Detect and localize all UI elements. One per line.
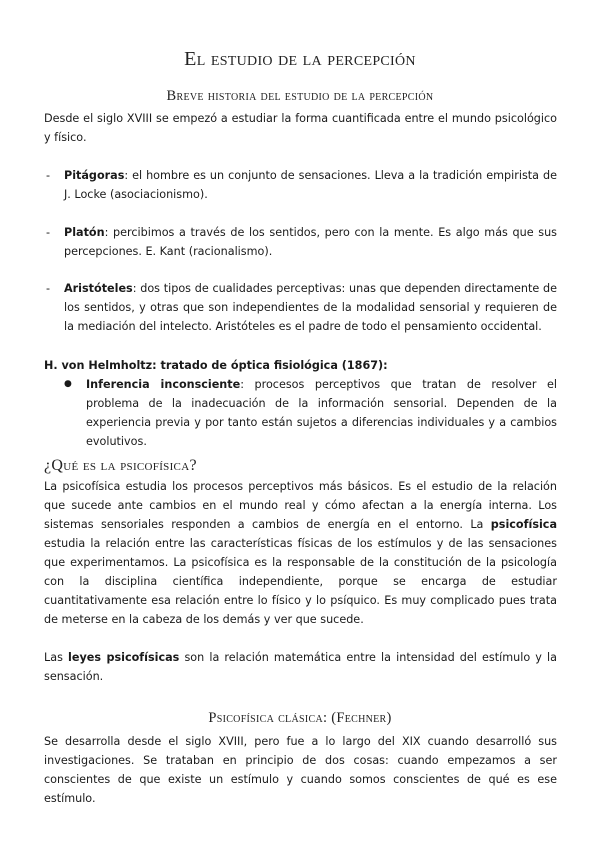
section-heading-psicofisica: ¿Qué es la psicofísica? xyxy=(44,457,197,474)
dash-marker: - xyxy=(46,282,51,295)
term-inferencia: Inferencia inconsciente xyxy=(86,378,241,391)
list-item-pitagoras xyxy=(44,166,557,204)
list-item-platon xyxy=(44,223,557,261)
page-subtitle: Breve historia del estudio de la percepción xyxy=(166,88,434,104)
term-leyes: leyes psicofísicas xyxy=(68,651,180,664)
term-psicofisica: psicofísica xyxy=(490,518,557,531)
desc-aristoteles: : dos tipos de cualidades perceptivas: unas que dependen directamente de los sentidos, y otras que son independientes de la modalidad sensorial y requieren de la mediación del intelecto. Aristóteles es el padre de todo el pensamiento occidental. xyxy=(64,282,557,333)
leyes-paragraph: Las leyes psicofísicas son la relación matemática entre la intensidad del estímulo y la sensación. xyxy=(44,651,557,683)
list-item-aristoteles xyxy=(44,279,557,336)
dash-marker: - xyxy=(46,226,51,239)
term-platon: Platón xyxy=(64,226,105,239)
desc-platon: : percibimos a través de los sentidos, pero con la mente. Es algo más que sus percepciones. E. Kant (racionalismo). xyxy=(64,226,557,258)
dash-marker: - xyxy=(46,169,51,182)
desc-pitagoras: : el hombre es un conjunto de sensaciones. Lleva a la tradición empirista de J. Locke (asociacionismo). xyxy=(64,169,557,201)
desc-inferencia: : procesos perceptivos que tratan de resolver el problema de la inadecuación de la información sensorial. Dependen de la experiencia previa y por tanto están sujetos a diferencias individuales y a cambios evolutivos. xyxy=(86,378,557,448)
section-heading-clasica: Psicofísica clásica: (Fechner) xyxy=(208,710,392,726)
term-aristoteles: Aristóteles xyxy=(64,282,133,295)
clasica-paragraph: Se desarrolla desde el siglo XVIII, pero fue a lo largo del XIX cuando desarrolló sus investigaciones. Se trataban en principio de dos cosas: cuando empezamos a ser conscientes de que existe un estímulo y cuando somos conscientes de qué es ese estímulo. xyxy=(44,735,557,805)
list-item-inferencia xyxy=(64,375,557,451)
helmholtz-heading: H. von Helmholtz: tratado de óptica fisiológica (1867): xyxy=(44,359,388,372)
term-pitagoras: Pitágoras xyxy=(64,169,125,182)
intro-paragraph: Desde el siglo XVIII se empezó a estudiar la forma cuantificada entre el mundo psicológico y físico. xyxy=(44,112,557,144)
psicofisica-paragraph: La psicofísica estudia los procesos perceptivos más básicos. Es el estudio de la relación que sucede ante cambios en el mundo real y cómo afectan a la energía interna. Los sistemas sensoriales responden a cambios de energía en el entorno. La psicofísica estudia la relación entre las características físicas de los estímulos y de las sensaciones que experimentamos. La psicofísica es la responsable de la constitución de la psicología con la disciplina científica independiente, porque se encarga de estudiar cuantitativamente esa relación entre lo físico y lo psíquico. Es muy complicado pues trata de meterse en la cabeza de los demás y ver que sucede. xyxy=(44,480,557,626)
bullet-icon: ● xyxy=(64,379,72,389)
page-title: El estudio de la percepción xyxy=(184,48,416,70)
